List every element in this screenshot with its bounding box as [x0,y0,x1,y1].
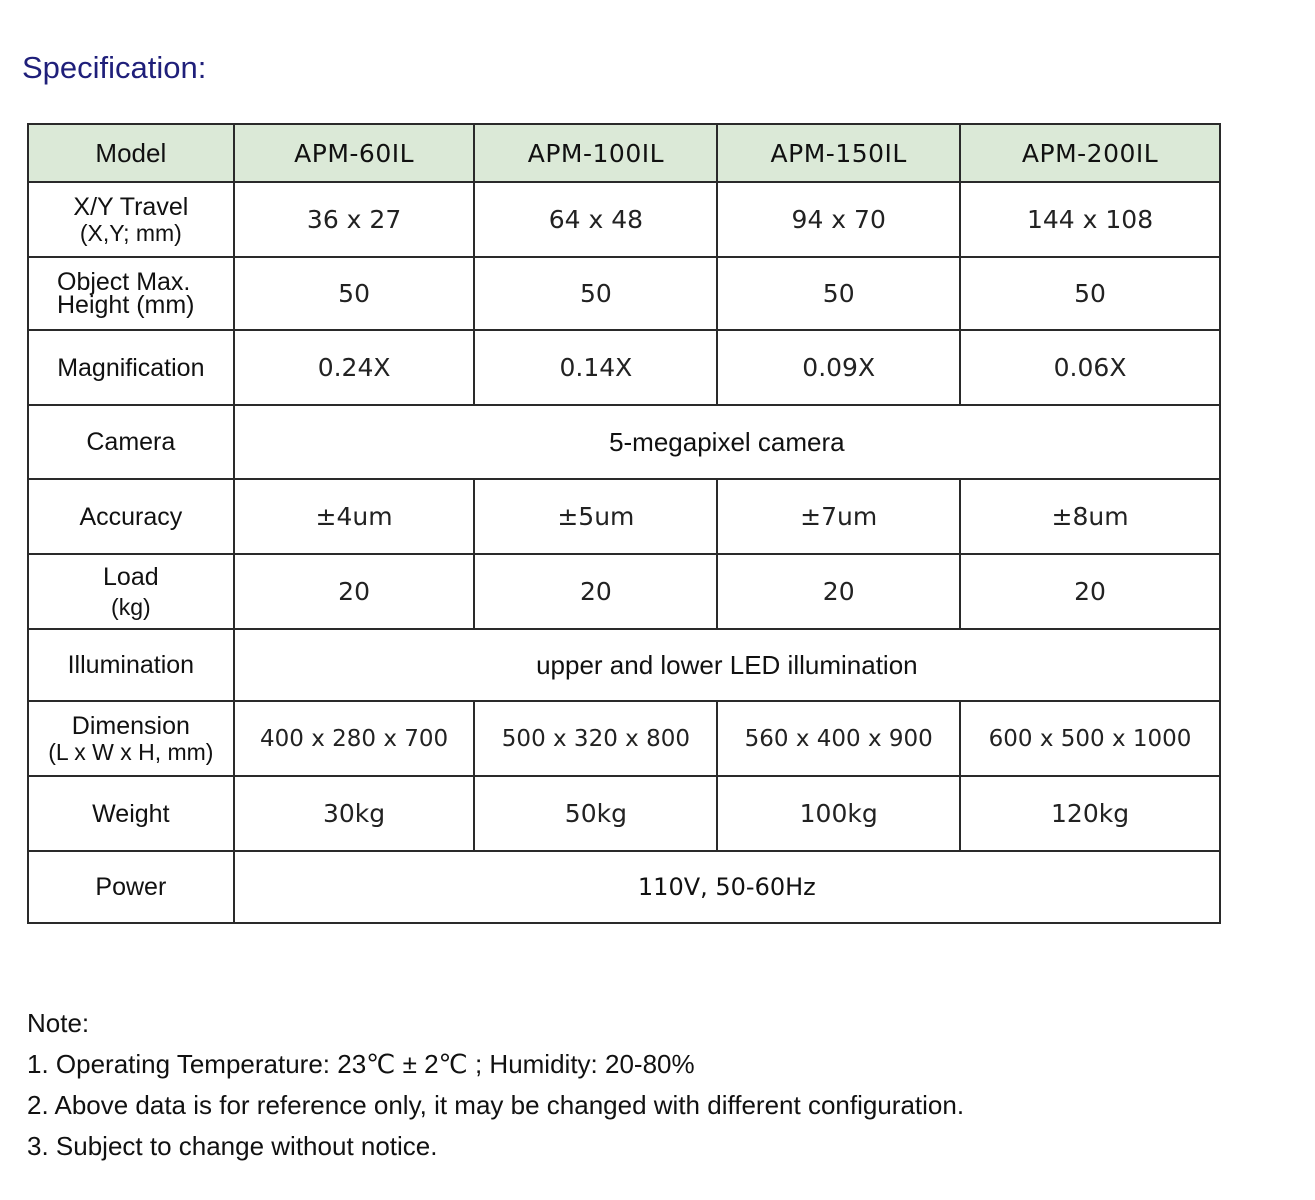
cell-value: 50 [717,257,960,330]
cell-value: ±8um [960,479,1220,554]
table-row-height [28,257,1220,330]
cell-value: 600 x 500 x 1000 [960,701,1220,776]
cell-value: 50kg [474,776,717,851]
cell-value: 64 x 48 [474,182,717,257]
row-label-load: Load (kg) [28,554,234,629]
cell-value: 30kg [234,776,475,851]
cell-value: 400 x 280 x 700 [234,701,475,776]
table-row-magnification [28,330,1220,405]
table-row-dimension [28,701,1220,776]
table-row-travel [28,182,1220,257]
header-model-4: APM-200IL [960,124,1220,182]
cell-value: 50 [960,257,1220,330]
table-row-load [28,554,1220,629]
cell-value: 120kg [960,776,1220,851]
cell-value: 20 [234,554,475,629]
row-label-travel: X/Y Travel (X,Y; mm) [28,182,234,257]
cell-value: ±5um [474,479,717,554]
table-row-camera [28,405,1220,479]
cell-value: 0.24X [234,330,475,405]
table-row-power [28,851,1220,923]
cell-value: 560 x 400 x 900 [717,701,960,776]
row-label-weight: Weight [28,776,234,851]
table-row-illumination [28,629,1220,701]
cell-value: 0.06X [960,330,1220,405]
table-header-row [28,124,1220,182]
row-label-power: Power [28,851,234,923]
cell-value: 500 x 320 x 800 [474,701,717,776]
note-item: 3. Subject to change without notice. [27,1131,438,1161]
cell-value: 20 [717,554,960,629]
row-label-camera: Camera [28,405,234,479]
cell-value: 20 [960,554,1220,629]
cell-value: 94 x 70 [717,182,960,257]
header-model-1: APM-60IL [234,124,475,182]
cell-value: 50 [474,257,717,330]
cell-value: 100kg [717,776,960,851]
header-model-2: APM-100IL [474,124,717,182]
row-label-accuracy: Accuracy [28,479,234,554]
table-row-weight [28,776,1220,851]
row-label-dimension: Dimension (L x W x H, mm) [28,701,234,776]
header-model-3: APM-150IL [717,124,960,182]
row-label-illumination: Illumination [28,629,234,701]
cell-value: ±7um [717,479,960,554]
notes-section [27,1003,964,1167]
cell-value: ±4um [234,479,475,554]
note-item: 1. Operating Temperature: 23℃ ± 2℃ ; Humidity: 20-80% [27,1049,695,1079]
cell-value: 144 x 108 [960,182,1220,257]
cell-span-value: upper and lower LED illumination [234,629,1220,701]
cell-value: 20 [474,554,717,629]
cell-value: 0.14X [474,330,717,405]
notes-heading: Note: [27,1008,90,1038]
note-item: 2. Above data is for reference only, it may be changed with different configuration. [27,1090,965,1120]
row-label-magnification: Magnification [28,330,234,405]
cell-value: 50 [234,257,475,330]
cell-span-value: 5-megapixel camera [234,405,1220,479]
cell-value: 0.09X [717,330,960,405]
cell-span-value: 110V, 50-60Hz [234,851,1220,923]
spec-table [27,123,1221,924]
row-label-height: Object Max. Height (mm) [28,257,234,330]
page-title: Specification: [22,50,207,85]
header-model-label: Model [28,124,234,182]
table-row-accuracy [28,479,1220,554]
cell-value: 36 x 27 [234,182,475,257]
